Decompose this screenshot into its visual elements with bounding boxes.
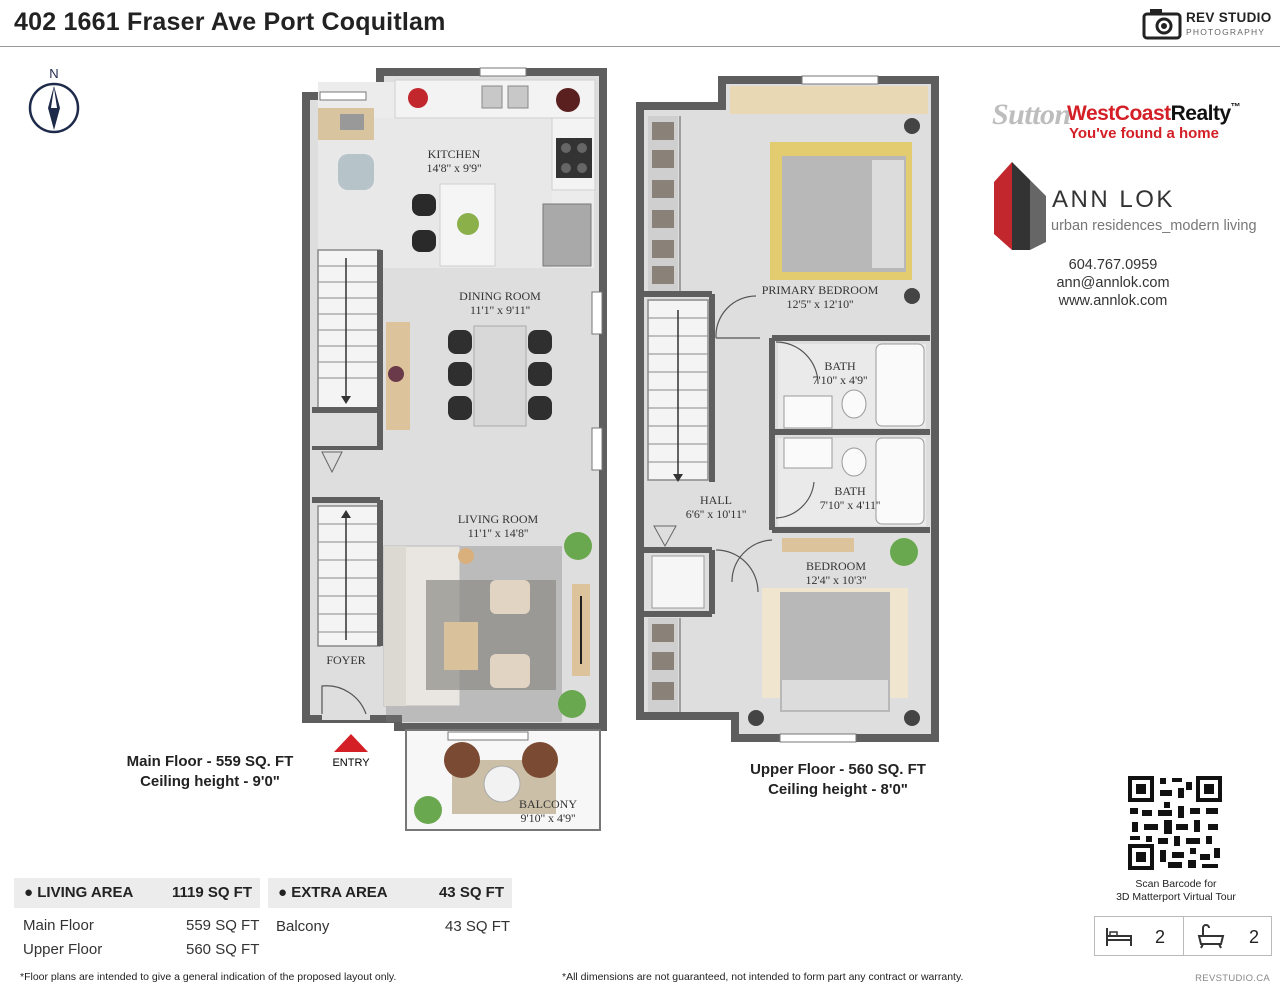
agent-contact xyxy=(1040,256,1186,310)
upper-floor-row-label: Upper Floor xyxy=(23,941,103,958)
brand-sub: PHOTOGRAPHY xyxy=(1186,27,1266,37)
entry-arrow-icon xyxy=(334,734,368,752)
bedroom-label: BEDROOM xyxy=(805,559,867,573)
footer-disclaimer-left: *Floor plans are intended to give a general indication of the proposed layout only. xyxy=(20,971,397,983)
primary-bedroom-label: PRIMARY BEDROOM xyxy=(761,283,879,297)
upper-floor-caption xyxy=(728,760,948,800)
upper-floor-area: Upper Floor - 560 SQ. FT xyxy=(750,761,926,778)
realty-text: Realty xyxy=(1170,102,1231,125)
bathtub-icon xyxy=(1195,924,1225,950)
ann-lok-logo-icon xyxy=(994,162,1046,250)
primary-bedroom-dims: 12'5'' x 12'10'' xyxy=(786,297,854,311)
sutton-logo: Sutton xyxy=(992,98,1071,131)
qr-caption-line1: Scan Barcode for xyxy=(1135,878,1217,890)
balcony-dims: 9'10'' x 4'9'' xyxy=(520,811,576,825)
westcoast-text: WestCoast xyxy=(1067,102,1171,125)
bath-2-label: BATH xyxy=(834,484,866,498)
foyer-label: FOYER xyxy=(326,653,366,667)
rev-studio-logo xyxy=(1142,6,1272,42)
page-title: 402 1661 Fraser Ave Port Coquitlam xyxy=(14,8,446,36)
hall-dims: 6'6'' x 10'11'' xyxy=(685,507,747,521)
balcony-row-label: Balcony xyxy=(276,918,330,935)
upper-floor-plan xyxy=(640,76,935,742)
agent-name: ANN LOK xyxy=(1052,186,1175,213)
balcony-row-value: 43 SQ FT xyxy=(445,918,511,935)
living-area-label: ● LIVING AREA xyxy=(24,884,134,901)
compass-icon xyxy=(30,84,78,132)
bath-1-label: BATH xyxy=(824,359,856,373)
agent-email[interactable]: ann@annlok.com xyxy=(1056,275,1170,291)
living-area-header xyxy=(14,878,260,908)
upper-floor-row-value: 560 SQ FT xyxy=(186,941,260,958)
bed-bath-summary xyxy=(1094,916,1272,956)
westcoast-realty-logo xyxy=(1067,102,1240,126)
dining-dims: 11'1'' x 9'11'' xyxy=(469,303,531,317)
living-dims: 11'1'' x 14'8'' xyxy=(467,526,529,540)
stats-divider xyxy=(1183,917,1184,955)
main-floor-row-label: Main Floor xyxy=(23,917,94,934)
camera-icon xyxy=(1142,6,1182,40)
extra-area-total: 43 SQ FT xyxy=(438,884,504,901)
kitchen-dims: 14'8'' x 9'9'' xyxy=(426,161,482,175)
footer-site[interactable]: REVSTUDIO.CA xyxy=(1195,973,1270,984)
agent-tagline: urban residences_modern living xyxy=(1051,218,1257,234)
qr-caption xyxy=(1096,878,1256,904)
main-floor-caption xyxy=(100,752,320,792)
agency-tagline: You've found a home xyxy=(1069,125,1219,142)
kitchen-label: KITCHEN xyxy=(427,147,481,161)
agent-phone[interactable]: 604.767.0959 xyxy=(1068,257,1158,273)
bath-1-dims: 7'10'' x 4'9'' xyxy=(812,373,868,387)
bedroom-dims: 12'4'' x 10'3'' xyxy=(805,573,867,587)
qr-code-icon[interactable] xyxy=(1128,776,1222,870)
bed-icon xyxy=(1105,926,1133,948)
hall-label: HALL xyxy=(700,493,732,507)
main-floor-ceiling: Ceiling height - 9'0" xyxy=(140,773,280,790)
balcony-label: BALCONY xyxy=(518,797,578,811)
living-label: LIVING ROOM xyxy=(457,512,539,526)
dining-label: DINING ROOM xyxy=(459,289,541,303)
bath-2-dims: 7'10'' x 4'11'' xyxy=(819,498,881,512)
agent-website[interactable]: www.annlok.com xyxy=(1058,293,1168,309)
extra-area-label: ● EXTRA AREA xyxy=(278,884,388,901)
living-area-total: 1119 SQ FT xyxy=(171,884,252,901)
entry-label: ENTRY xyxy=(332,757,370,769)
bathroom-count: 2 xyxy=(1249,927,1260,947)
qr-caption-line2: 3D Matterport Virtual Tour xyxy=(1116,891,1236,903)
bedroom-count: 2 xyxy=(1155,927,1166,947)
upper-floor-ceiling: Ceiling height - 8'0" xyxy=(768,781,908,798)
compass-label: N xyxy=(49,66,59,81)
footer-disclaimer-right: *All dimensions are not guaranteed, not intended to form part any contract or warranty. xyxy=(562,971,964,983)
extra-area-header xyxy=(268,878,512,908)
brand-name: REV STUDIO xyxy=(1186,10,1272,25)
trademark-mark: ™ xyxy=(1230,102,1241,113)
main-floor-area: Main Floor - 559 SQ. FT xyxy=(126,753,294,770)
main-floor-plan xyxy=(306,68,603,830)
main-floor-row-value: 559 SQ FT xyxy=(186,917,260,934)
